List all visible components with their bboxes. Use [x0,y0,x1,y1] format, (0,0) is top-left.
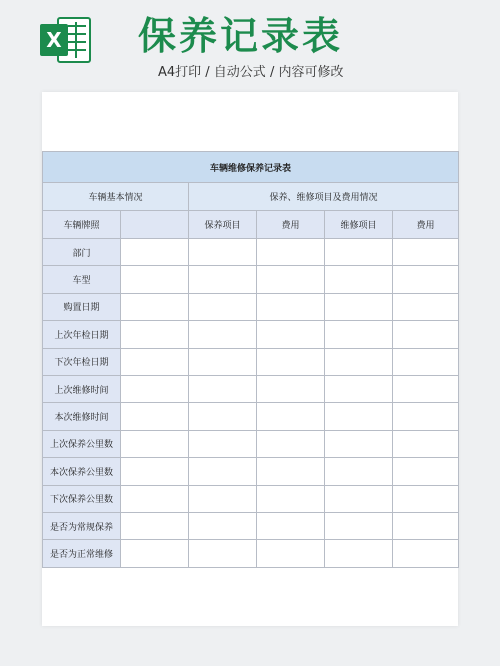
entry-cell[interactable] [325,321,393,348]
entry-cell[interactable] [257,485,325,512]
logo-letter: X [46,28,62,52]
table-row [43,403,459,430]
row-label: 购置日期 [43,293,121,320]
entry-cell[interactable] [121,512,189,539]
row-label: 下次年检日期 [43,348,121,375]
section-maintenance-costs: 保养、维修项目及费用情况 [189,183,459,211]
entry-cell[interactable] [189,239,257,266]
entry-cell[interactable] [393,485,459,512]
entry-cell[interactable] [393,458,459,485]
entry-cell[interactable] [257,512,325,539]
row-label: 车型 [43,266,121,293]
entry-cell[interactable] [121,321,189,348]
entry-cell[interactable] [189,512,257,539]
page-subtitle: A4打印 / 自动公式 / 内容可修改 [158,65,344,80]
table-row [43,430,459,457]
entry-cell[interactable] [393,239,459,266]
entry-cell[interactable] [189,485,257,512]
entry-cell[interactable] [393,540,459,567]
row-label: 本次保养公里数 [43,458,121,485]
row-label-plate: 车辆牌照 [43,211,121,239]
entry-cell[interactable] [121,430,189,457]
entry-cell[interactable] [393,348,459,375]
entry-cell[interactable] [393,375,459,402]
entry-cell[interactable] [393,512,459,539]
entry-cell[interactable] [121,458,189,485]
row-label: 是否为常规保养 [43,512,121,539]
entry-cell[interactable] [325,348,393,375]
entry-cell[interactable] [257,375,325,402]
entry-cell[interactable] [257,458,325,485]
entry-cell[interactable] [393,403,459,430]
plate-value-cell[interactable] [121,211,189,239]
table-row [43,239,459,266]
table-row [43,266,459,293]
entry-cell[interactable] [257,293,325,320]
header-maintenance-cost: 费用 [257,211,325,239]
entry-cell[interactable] [121,348,189,375]
entry-cell[interactable] [257,321,325,348]
table-row [43,485,459,512]
entry-cell[interactable] [121,293,189,320]
entry-cell[interactable] [325,430,393,457]
entry-cell[interactable] [189,266,257,293]
table-row [43,321,459,348]
entry-cell[interactable] [325,266,393,293]
table-row [43,375,459,402]
page-title: 保养记录表 [138,14,344,58]
entry-cell[interactable] [393,430,459,457]
entry-cell[interactable] [189,540,257,567]
entry-cell[interactable] [325,239,393,266]
entry-cell[interactable] [257,540,325,567]
table-row [43,348,459,375]
entry-cell[interactable] [189,348,257,375]
entry-cell[interactable] [325,485,393,512]
table-row [43,540,459,567]
entry-cell[interactable] [393,321,459,348]
page-header [0,0,500,92]
row-label: 上次维修时间 [43,375,121,402]
entry-cell[interactable] [257,403,325,430]
entry-cell[interactable] [325,403,393,430]
table-row [43,512,459,539]
table-row [43,293,459,320]
section-vehicle-info: 车辆基本情况 [43,183,189,211]
table-row [43,458,459,485]
row-label: 上次年检日期 [43,321,121,348]
maintenance-record-table [42,151,459,568]
entry-cell[interactable] [325,512,393,539]
header-repair-cost: 费用 [393,211,459,239]
entry-cell[interactable] [189,293,257,320]
entry-cell[interactable] [257,348,325,375]
entry-cell[interactable] [325,458,393,485]
entry-cell[interactable] [189,321,257,348]
entry-cell[interactable] [393,266,459,293]
entry-cell[interactable] [257,430,325,457]
entry-cell[interactable] [393,293,459,320]
entry-cell[interactable] [325,293,393,320]
entry-cell[interactable] [121,540,189,567]
entry-cell[interactable] [325,375,393,402]
entry-cell[interactable] [189,430,257,457]
entry-cell[interactable] [121,375,189,402]
row-label: 本次维修时间 [43,403,121,430]
entry-cell[interactable] [189,403,257,430]
entry-cell[interactable] [189,458,257,485]
header-maintenance-item: 保养项目 [189,211,257,239]
entry-cell[interactable] [121,485,189,512]
entry-cell[interactable] [121,266,189,293]
row-label: 下次保养公里数 [43,485,121,512]
table-title: 车辆维修保养记录表 [43,152,459,183]
entry-cell[interactable] [189,375,257,402]
entry-cell[interactable] [257,266,325,293]
entry-cell[interactable] [121,403,189,430]
row-label: 部门 [43,239,121,266]
entry-cell[interactable] [257,239,325,266]
row-label: 是否为正常维修 [43,540,121,567]
header-repair-item: 维修项目 [325,211,393,239]
row-label: 上次保养公里数 [43,430,121,457]
entry-cell[interactable] [121,239,189,266]
entry-cell[interactable] [325,540,393,567]
excel-logo-icon [38,14,92,66]
